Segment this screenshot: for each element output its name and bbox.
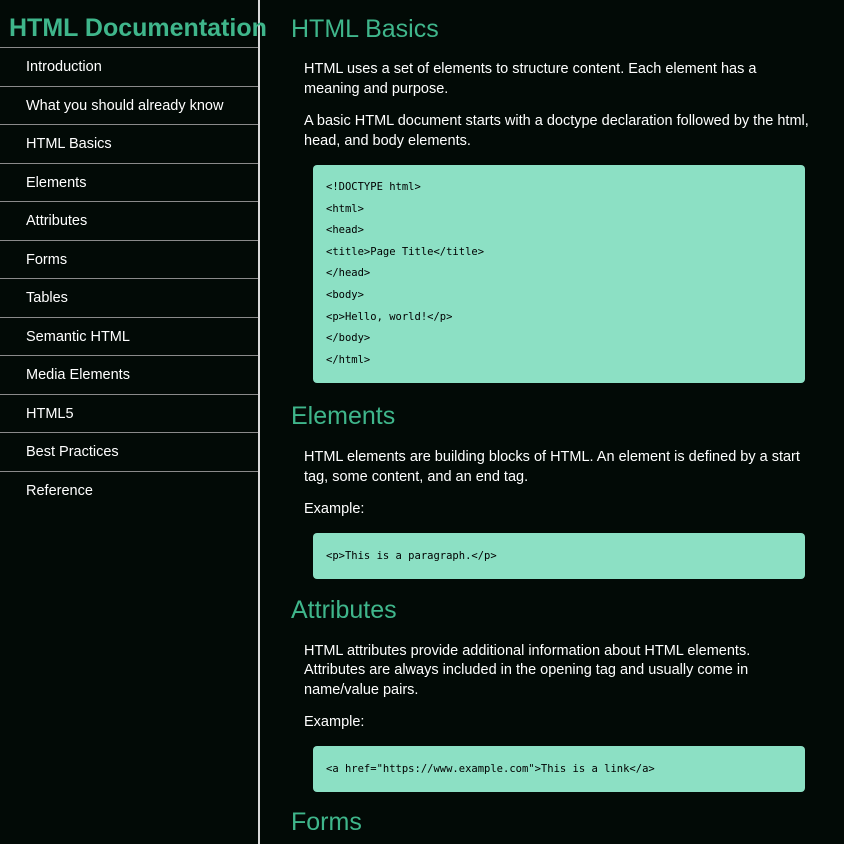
sidebar — [0, 0, 267, 844]
sidebar-item-reference[interactable]: Reference — [26, 482, 93, 499]
section-elements — [260, 383, 844, 579]
main-content — [260, 0, 844, 844]
section-paragraph: HTML elements are building blocks of HTML. An element is defined by a start tag, some content, and an end tag. — [304, 449, 800, 485]
code-block — [313, 746, 805, 792]
sidebar-nav — [0, 47, 258, 510]
code-line: <p>This is a paragraph.</p> — [326, 549, 497, 562]
section-forms — [260, 792, 844, 837]
sidebar-item-tables[interactable]: Tables — [0, 279, 258, 318]
code-line: </head> — [326, 267, 371, 280]
sidebar-item-attributes[interactable]: Attributes — [0, 202, 258, 241]
code-line: <body> — [326, 288, 364, 301]
code-line: <head> — [326, 224, 364, 237]
sidebar-item-introduction[interactable]: Introduction — [0, 48, 258, 87]
sidebar-item-best-practices[interactable]: Best Practices — [0, 433, 258, 472]
section-heading: Elements — [291, 402, 396, 430]
sidebar-item-media-elements[interactable]: Media Elements — [0, 356, 258, 395]
section-paragraph: HTML attributes provide additional information about HTML elements. Attributes are always included in the opening tag and usually come in name/value pairs. — [304, 642, 751, 698]
code-line: <html> — [326, 202, 364, 215]
section-heading: Attributes — [291, 595, 397, 624]
sidebar-title: HTML Documentation — [9, 14, 267, 42]
sidebar-item-elements[interactable]: Elements — [0, 164, 258, 203]
code-line: </html> — [326, 353, 371, 366]
example-label: Example: — [304, 501, 365, 517]
section-html-basics — [260, 0, 844, 383]
sidebar-item-html5[interactable]: HTML5 — [0, 395, 258, 434]
section-heading: HTML Basics — [291, 15, 439, 43]
code-line: <a href="https://www.example.com">This is a link</a> — [326, 762, 655, 775]
code-block — [313, 533, 805, 579]
example-label: Example: — [304, 714, 365, 730]
code-block — [313, 165, 805, 383]
section-paragraph: HTML uses a set of elements to structure content. Each element has a meaning and purpose. — [304, 61, 757, 97]
sidebar-item-forms[interactable]: Forms — [0, 241, 258, 280]
section-paragraph: A basic HTML document starts with a doctype declaration followed by the html, head, and body elements. — [304, 113, 809, 149]
section-attributes — [260, 579, 844, 792]
code-line: <!DOCTYPE html> — [326, 181, 421, 193]
code-line: </body> — [326, 332, 371, 345]
sidebar-item-semantic-html[interactable]: Semantic HTML — [0, 318, 258, 357]
code-line: <title>Page Title</title> — [326, 245, 485, 258]
code-line: <p>Hello, world!</p> — [326, 310, 453, 323]
sidebar-item-html-basics[interactable]: HTML Basics — [0, 125, 258, 164]
sidebar-item-prerequisites[interactable]: What you should already know — [0, 87, 258, 126]
section-heading: Forms — [291, 807, 362, 836]
